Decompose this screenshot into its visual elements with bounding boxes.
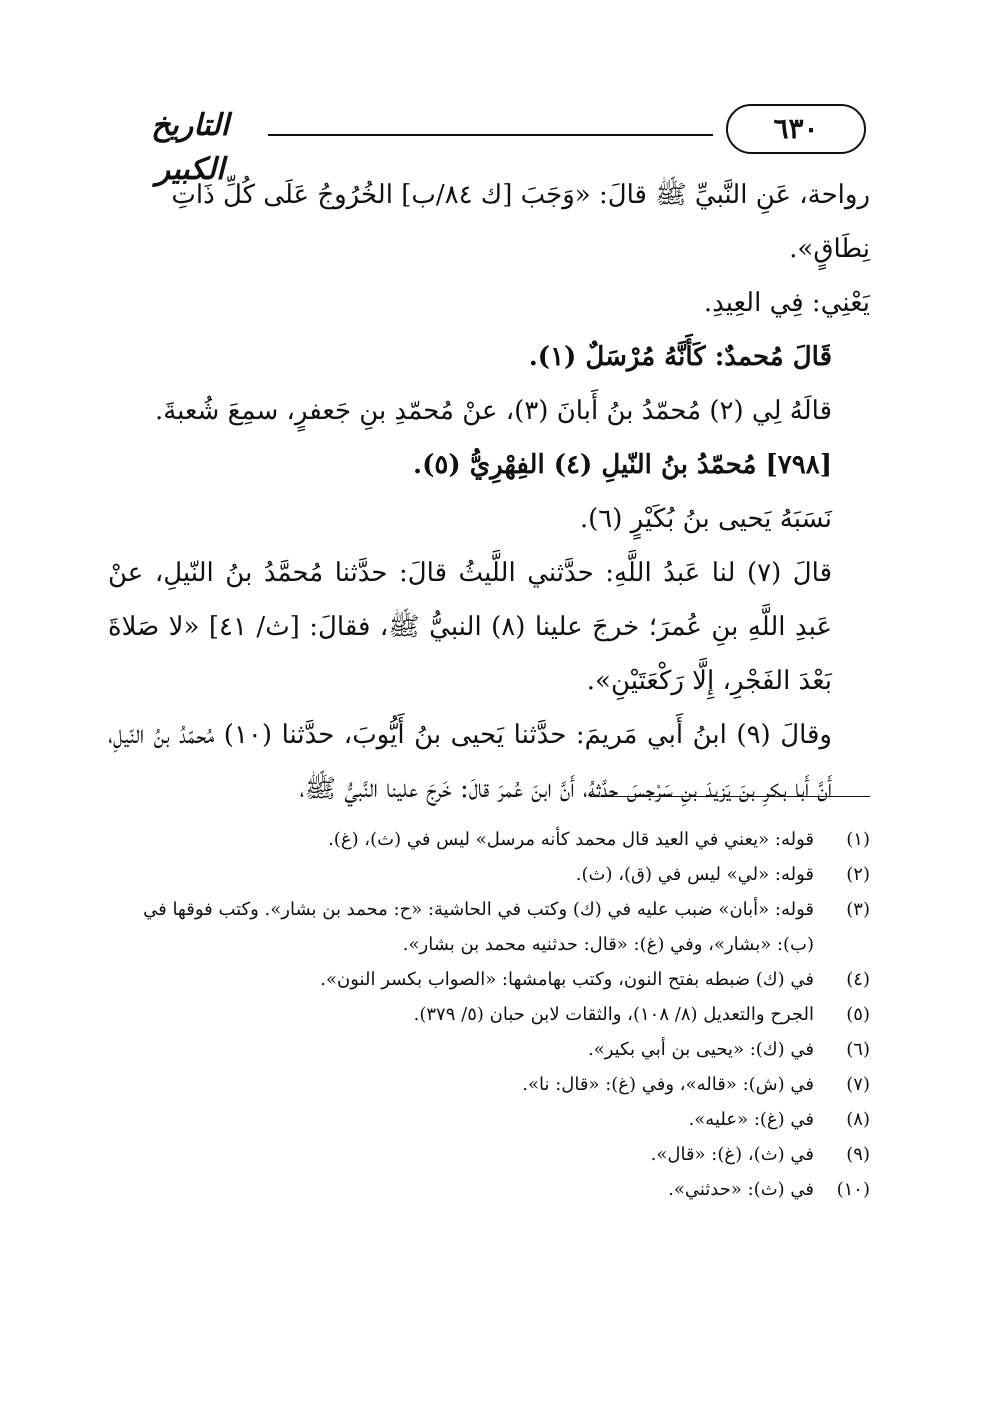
footnote bbox=[108, 1172, 870, 1207]
text-line: يَعْنِي: فِي العِيدِ. bbox=[703, 288, 870, 318]
footnote-number: (٥) bbox=[846, 1004, 870, 1025]
footnote bbox=[108, 892, 870, 962]
footnote-number: (٤) bbox=[846, 969, 870, 990]
book-title: التاريخ الكبير bbox=[151, 108, 229, 187]
footnote-number: (٩) bbox=[846, 1144, 870, 1165]
entry-heading: [٧٩٨] مُحمّدُ بنُ النّيلِ (٤) الفِهْرِيُّ (٥). bbox=[413, 450, 832, 480]
footnote bbox=[108, 1102, 870, 1137]
footnote-text: في (ش): «قاله»، وفي (غ): «قال: نا». bbox=[522, 1074, 814, 1095]
footnote-text: في (ك) ضبطه بفتح النون، وكتب بهامشها: «الصواب بكسر النون». bbox=[320, 969, 814, 990]
footnote-number: (١٠) bbox=[836, 1179, 870, 1200]
footnote bbox=[108, 1067, 870, 1102]
page-header bbox=[120, 96, 866, 187]
footnote-text: في (ث): «حدثني». bbox=[668, 1179, 814, 1200]
footnote-text: الجرح والتعديل (٨/ ١٠٨)، والثقات لابن حبان (٥/ ٣٧٩). bbox=[413, 1004, 814, 1025]
footnote-number: (٧) bbox=[846, 1074, 870, 1095]
footnote-number: (٢) bbox=[846, 864, 870, 885]
text-line: نَسَبَهُ يَحيى بنُ بُكَيْرٍ (٦). bbox=[579, 504, 832, 534]
text-line: رواحة، عَنِ النَّبيِّ ﷺ قالَ: «وَجَبَ [ك ٨٤/ب] الخُرُوجُ عَلَى كُلِّ ذَاتِ نِطَاقٍ». bbox=[171, 180, 870, 264]
footnote bbox=[108, 822, 870, 857]
footnotes bbox=[108, 822, 870, 1207]
footnote-text: قوله: «يعني في العيد قال محمد كأنه مرسل» ليس في (ث)، (غ). bbox=[328, 829, 814, 850]
footnote bbox=[108, 962, 870, 997]
text-paragraph: وقالَ (٩) ابنُ أَبي مَريمَ: حدَّثنا يَحيى بنُ أَيُّوبَ، حدَّثنا (١٠) مُحمّدُ بنُ النّيلِ، أَنَّ أَبا بكرِ بنَ يَزيدَ بنِ سَرْجسَ حدَّثهُ، أَنَّ ابنَ عُمرَ قالَ: خَرجَ علينا النَّبيُّ ﷺ، bbox=[108, 720, 832, 804]
footnote bbox=[108, 857, 870, 892]
footnote bbox=[108, 1032, 870, 1067]
text-line: قَالَ مُحمدٌ: كَأَنَّهُ مُرْسَلٌ (١). bbox=[528, 342, 832, 372]
footnote-number: (٣) bbox=[846, 899, 870, 920]
footnote bbox=[108, 1137, 870, 1172]
footnote-number: (١) bbox=[846, 829, 870, 850]
footnote-separator bbox=[590, 796, 870, 797]
header-rule bbox=[268, 134, 713, 136]
page-number: ٦٣٠ bbox=[726, 104, 866, 154]
footnote-text: في (ك): «يحيى بن أبي بكير». bbox=[587, 1039, 814, 1060]
footnote-number: (٦) bbox=[846, 1039, 870, 1060]
footnote-text: قوله: «أبان» ضبب عليه في (ك) وكتب في الحاشية: «ح: محمد بن بشار». وكتب فوقها في (ب): «بشار»، وفي (غ): «قال: حدثنيه محمد بن بشار». bbox=[143, 899, 814, 955]
main-text bbox=[108, 168, 870, 816]
footnote-text: قوله: «لي» ليس في (ق)، (ث). bbox=[575, 864, 814, 885]
footnote-text: في (ث)، (غ): «قال». bbox=[650, 1144, 814, 1165]
text-line: قالَهُ لِي (٢) مُحمّدُ بنُ أَبانَ (٣)، عنْ مُحمّدِ بنِ جَعفرٍ، سمِعَ شُعبةَ. bbox=[154, 396, 832, 426]
text-paragraph: قالَ (٧) لنا عَبدُ اللَّهِ: حدَّثني اللَّيثُ قالَ: حدَّثنا مُحمَّدُ بنُ النّيلِ، عنْ عَبدِ اللَّهِ بنِ عُمرَ؛ خرجَ علينا (٨) النبيُّ ﷺ، فقالَ: [ث/ ٤١] «لا صَلاةَ بَعْدَ الفَجْرِ، إِلَّا رَكْعَتَيْنِ». bbox=[108, 558, 832, 696]
footnote-text: في (غ): «عليه». bbox=[688, 1109, 814, 1130]
footnote-number: (٨) bbox=[846, 1109, 870, 1130]
footnote bbox=[108, 997, 870, 1032]
